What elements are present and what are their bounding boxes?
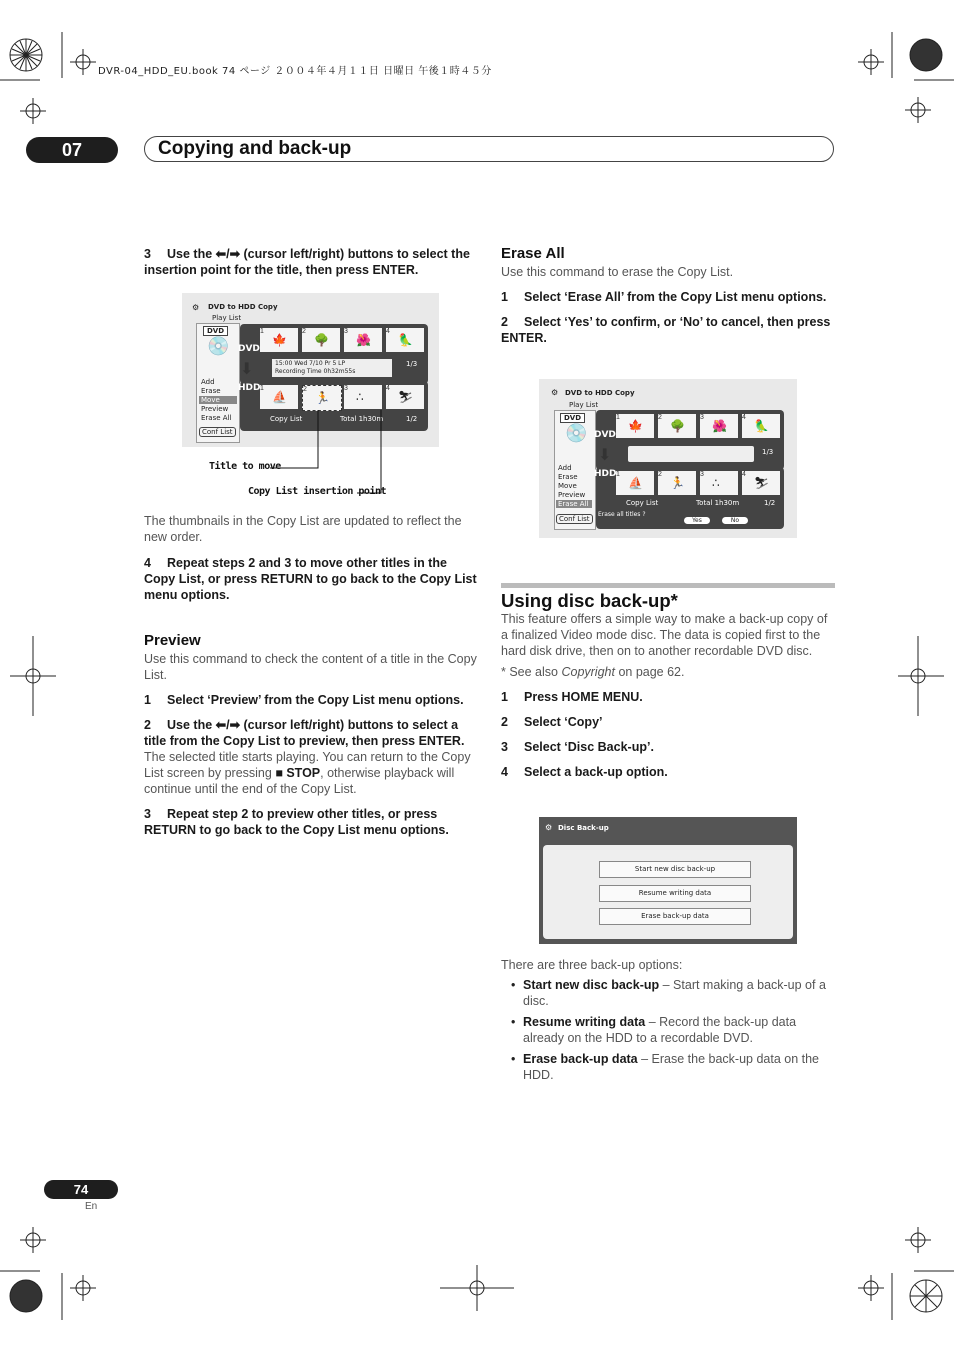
- thumbnails-note: The thumbnails in the Copy List are updated to reflect the new order.: [144, 514, 462, 544]
- hdd-thumb-3[interactable]: 3 ∴: [700, 471, 738, 495]
- page-number: 74: [44, 1180, 118, 1199]
- backup-step-3: 3 Select ‘Disc Back-up’.: [501, 740, 654, 754]
- copy-list-total: Total 1h30m: [340, 415, 384, 423]
- gear-icon: ⚙: [545, 823, 553, 832]
- hdd-label: HDD: [238, 383, 261, 393]
- erase-step-1: 1 Select ‘Erase All’ from the Copy List menu options.: [501, 290, 827, 304]
- disc-backup-section: [501, 590, 836, 780]
- hdd-thumb-1[interactable]: 1 ⛵: [616, 471, 654, 495]
- backup-step-4: 4 Select a back-up option.: [501, 765, 668, 779]
- conf-list-button[interactable]: Conf List: [199, 427, 236, 437]
- dvd-logo: DVD: [560, 413, 585, 423]
- dvd-page-indicator: 1/3: [406, 360, 418, 368]
- preview-step-3: 3 Repeat step 2 to preview other titles, or press RETURN to go back to the Copy List menu options.: [144, 807, 449, 837]
- erase-backup-data-button[interactable]: Erase back-up data: [599, 908, 751, 925]
- menu-erase-all[interactable]: Erase All: [556, 500, 592, 508]
- erase-confirm-prompt: Erase all titles ?: [598, 511, 646, 518]
- menu-preview[interactable]: Preview: [558, 491, 586, 499]
- erase-all-heading: Erase All: [501, 245, 565, 262]
- menu-move[interactable]: Move: [558, 482, 577, 490]
- hdd-copy-list-panel: [596, 467, 784, 529]
- title-info-line2: Recording Time 0h32m55s: [275, 368, 356, 375]
- chapter-title: Copying and back-up: [158, 138, 352, 159]
- erase-step-2: 2 Select ‘Yes’ to confirm, or ‘No’ to cancel, then press ENTER.: [501, 315, 831, 345]
- preview-step-1: 1 Select ‘Preview’ from the Copy List menu options.: [144, 693, 464, 707]
- section-divider: [501, 583, 835, 588]
- disc-backup-heading: Using disc back-up*: [501, 590, 678, 611]
- title-info-box: [628, 446, 754, 462]
- step-3-move: 3 Use the ⬅/➡ (cursor left/right) buttons to select the insertion point for the title, then press ENTER.: [144, 247, 470, 277]
- screen-disc-backup: [539, 817, 797, 944]
- hdd-thumb-4[interactable]: 4 ⛷: [742, 471, 780, 495]
- chapter-number: 07: [26, 137, 118, 163]
- screen-title: DVD to HDD Copy: [565, 389, 635, 397]
- menu-move[interactable]: Move: [199, 396, 237, 404]
- options-intro: There are three back-up options:: [501, 958, 683, 972]
- menu-preview[interactable]: Preview: [201, 405, 229, 413]
- preview-step-2-body: The selected title starts playing. You can return to the Copy List screen by pressing ■ STOP, otherwise playback will continue until the end of the Copy List.: [144, 750, 471, 796]
- see-also-note: * See also Copyright on page 62.: [501, 665, 685, 679]
- dvd-label: DVD: [594, 430, 616, 440]
- hdd-thumb-1[interactable]: 1 ⛵: [260, 385, 298, 409]
- backup-step-1: 1 Press HOME MENU.: [501, 690, 643, 704]
- resume-writing-data-button[interactable]: Resume writing data: [599, 885, 751, 902]
- down-arrow-icon: ⬇: [598, 445, 612, 464]
- left-column-lower: [144, 513, 479, 838]
- no-button[interactable]: No: [722, 517, 748, 524]
- menu-erase[interactable]: Erase: [558, 473, 578, 481]
- menu-erase[interactable]: Erase: [201, 387, 221, 395]
- dvd-thumb-4[interactable]: 4 🦜: [742, 414, 780, 438]
- dvd-thumb-1[interactable]: 1 🍁: [616, 414, 654, 438]
- disc-icon: 💿: [565, 423, 588, 444]
- menu-add[interactable]: Add: [201, 378, 215, 386]
- preview-heading: Preview: [144, 632, 201, 649]
- screen-title: DVD to HDD Copy: [208, 303, 278, 311]
- dvd-logo: DVD: [203, 326, 228, 336]
- options-list: [501, 977, 836, 1083]
- option-resume: • Resume writing data – Record the back-up data already on the HDD to a recordable DVD.: [501, 1014, 836, 1046]
- right-column: [501, 246, 836, 346]
- language-code: En: [85, 1201, 98, 1212]
- callout-title-to-move: Title to move: [209, 461, 281, 472]
- menu-erase-all[interactable]: Erase All: [201, 414, 232, 422]
- hdd-page-indicator: 1/2: [406, 415, 418, 423]
- tab-play-list: Play List: [569, 401, 599, 409]
- hdd-thumb-2[interactable]: 2 🏃: [302, 385, 342, 411]
- hdd-thumb-4[interactable]: 4 ⛷: [386, 385, 424, 409]
- preview-step-2: 2 Use the ⬅/➡ (cursor left/right) buttons to select a title from the Copy List to preview, then press ENTER.: [144, 718, 465, 748]
- hdd-thumb-2[interactable]: 2 🏃: [658, 471, 696, 495]
- menu-add[interactable]: Add: [558, 464, 572, 472]
- disc-backup-intro: This feature offers a simple way to make a back-up copy of a finalized Video mode disc. The data is copied first to the hard disk drive, then on to another recordable DVD disc.: [501, 612, 828, 658]
- title-info-line1: 15:00 Wed 7/10 Pr 5 LP: [275, 360, 346, 367]
- conf-list-button[interactable]: Conf List: [556, 514, 593, 524]
- dvd-thumb-4[interactable]: 4 🦜: [386, 328, 424, 352]
- backup-options-panel: [543, 845, 793, 939]
- copy-list-label: Copy List: [626, 499, 659, 507]
- screen-erase-all: [539, 379, 797, 538]
- start-new-disc-backup-button[interactable]: Start new disc back-up: [599, 861, 751, 878]
- dvd-thumb-2[interactable]: 2 🌳: [302, 328, 340, 352]
- erase-all-intro: Use this command to erase the Copy List.: [501, 265, 734, 279]
- sidebar: [554, 410, 596, 530]
- callout-insertion-point: Copy List insertion point: [248, 486, 387, 497]
- backup-step-2: 2 Select ‘Copy’: [501, 715, 603, 729]
- copy-list-label: Copy List: [270, 415, 303, 423]
- dvd-thumb-3[interactable]: 3 🌺: [700, 414, 738, 438]
- dvd-thumb-3[interactable]: 3 🌺: [344, 328, 382, 352]
- hdd-label: HDD: [594, 469, 617, 479]
- hdd-thumb-3[interactable]: 3 ∴: [344, 385, 382, 409]
- screen-title: Disc Back-up: [558, 824, 609, 832]
- dvd-page-indicator: 1/3: [762, 448, 774, 456]
- gear-icon: ⚙: [551, 388, 559, 397]
- dvd-thumb-2[interactable]: 2 🌳: [658, 414, 696, 438]
- step-4-repeat: 4 Repeat steps 2 and 3 to move other titles in the Copy List, or press RETURN to go back to the Copy List menu options.: [144, 556, 477, 602]
- disc-icon: 💿: [207, 336, 230, 357]
- tab-play-list: Play List: [212, 314, 242, 322]
- yes-button[interactable]: Yes: [684, 517, 710, 524]
- option-erase: • Erase back-up data – Erase the back-up data on the HDD.: [501, 1051, 836, 1083]
- dvd-label: DVD: [238, 344, 260, 354]
- hdd-page-indicator: 1/2: [764, 499, 776, 507]
- down-arrow-icon: ⬇: [240, 359, 254, 378]
- option-start-new: • Start new disc back-up – Start making a back-up of a disc.: [501, 977, 836, 1009]
- copy-list-total: Total 1h30m: [696, 499, 740, 507]
- gear-icon: ⚙: [192, 303, 200, 312]
- preview-intro: Use this command to check the content of a title in the Copy List.: [144, 652, 477, 682]
- dvd-thumb-1[interactable]: 1 🍁: [260, 328, 298, 352]
- print-slug: DVR-04_HDD_EU.book 74 ページ ２００４年４月１１日 日曜日 午後１時４５分: [98, 66, 492, 77]
- backup-options-section: [501, 957, 836, 1088]
- dvd-title-panel: [596, 410, 784, 470]
